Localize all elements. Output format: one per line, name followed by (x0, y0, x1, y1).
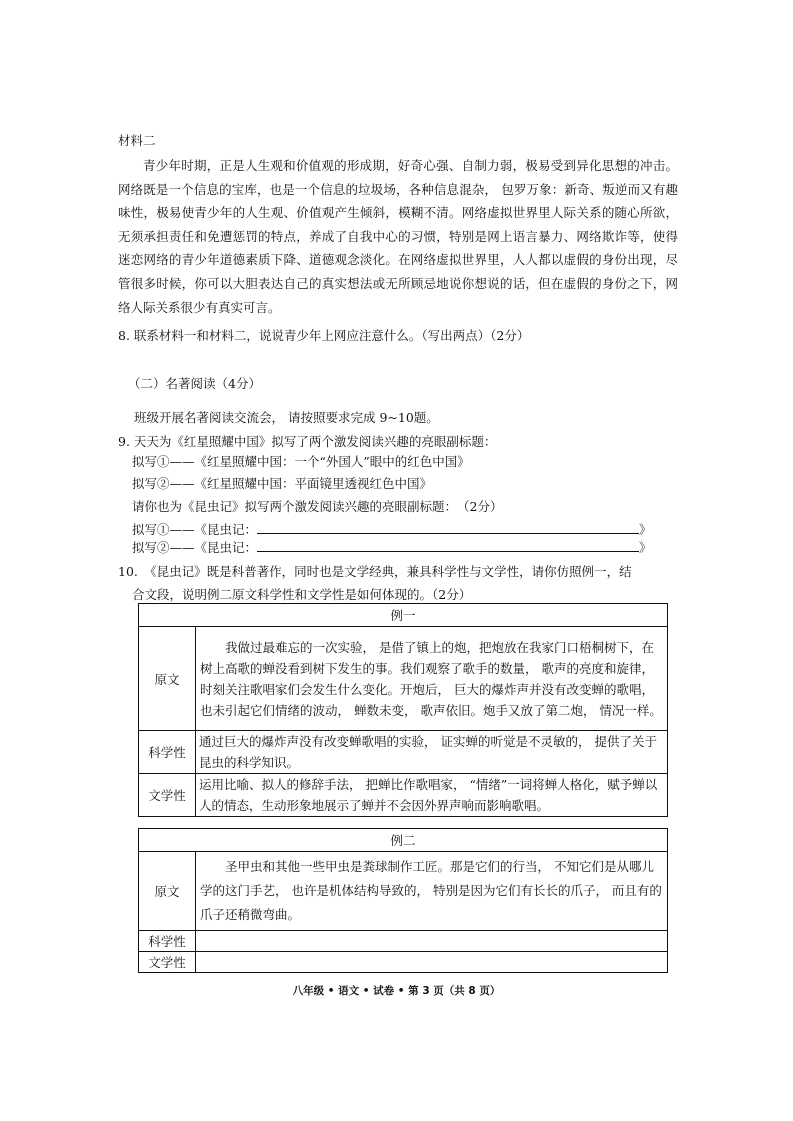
example-1-original-text: 我做过最难忘的一次实验， 是借了镇上的炮，把炮放在我家门口梧桐树下，在树上高歌的蝉没看到树下发生的事。我们观察了歌手的数量， 歌声的亮度和旋律， 时刻关注歌唱家们会发生什么变化。开炮后， 巨大的爆炸声并没有改变蝉的歌唱， 也未引起它们情绪的波动， 蝉数未变， 歌声依旧。炮手又放了第二炮， 情况一样。 (196, 627, 668, 731)
question-9-example-2: 拟写②——《红星照耀中国：平面镜里透视红色中国》 (132, 476, 433, 491)
example-1-literary-text: 运用比喻、拟人的修辞手法， 把蝉比作歌唱家， “情绪”一词将蝉人格化，赋予蝉以人的情态，生动形象地展示了蝉并不会因外界声响而影响歌唱。 (196, 774, 668, 817)
example-2-header: 例二 (139, 829, 668, 852)
answer-line-2-suffix: 》 (639, 540, 652, 555)
answer-blank-2[interactable] (257, 539, 639, 552)
example-2-table (138, 828, 668, 973)
answer-line-1-prefix: 拟写①——《昆虫记： (132, 522, 258, 537)
example-1-original-label: 原文 (139, 627, 196, 731)
example-1-table (138, 603, 668, 817)
material2-paragraph: 青少年时期，正是人生观和价值观的形成期，好奇心强、自制力弱，极易受到异化思想的冲击。网络既是一个信息的宝库，也是一个信息的垃圾场，各种信息混杂， 包罗万象：新奇、叛逆而又有趣味性，极易使青少年的人生观、价值观产生倾斜，模糊不清。网络虚拟世界里人际关系的随心所欲，无须承担责任和免遭惩罚的特点，养成了自我中心的习惯，特别是网上语言暴力、网络欺诈等，使得迷恋网络的青少年道德素质下降、道德观念淡化。在网络虚拟世界里，人人都以虚假的身份出现，尽管很多时候，你可以大胆表达自己的真实想法或无所顾忌地说你想说的话，但在虚假的身份之下，网络人际关系很少有真实可言。 (118, 158, 678, 315)
answer-line-1[interactable] (132, 521, 652, 538)
example-1-literary-label: 文学性 (139, 774, 196, 817)
example-2-science-answer[interactable] (196, 931, 668, 952)
example-1-science-label: 科学性 (139, 731, 196, 774)
question-9-example-1: 拟写①——《红星照耀中国：一个“外国人”眼中的红色中国》 (132, 454, 470, 469)
material2-title: 材料二 (118, 133, 156, 148)
example-1-header: 例一 (139, 604, 668, 627)
example-2-literary-answer[interactable] (196, 952, 668, 973)
question-10-stem-line-1: 10. 《昆虫记》既是科普著作，同时也是文学经典，兼具科学性与文学性，请你仿照例一，结 (118, 564, 632, 579)
answer-line-2[interactable] (132, 539, 652, 556)
answer-line-2-prefix: 拟写②——《昆虫记： (132, 540, 258, 555)
answer-blank-1[interactable] (257, 521, 639, 534)
question-8: 8. 联系材料一和材料二，说说青少年上网应注意什么。（写出两点）（2分） (118, 328, 530, 343)
section-2-title: （二）名著阅读（4分） (128, 376, 261, 391)
example-2-original-label: 原文 (139, 852, 196, 931)
answer-line-1-suffix: 》 (639, 522, 652, 537)
example-2-literary-label: 文学性 (139, 952, 196, 973)
example-2-science-label: 科学性 (139, 931, 196, 952)
question-10-stem-line-2: 合文段，说明例二原文科学性和文学性是如何体现的。（2分） (132, 587, 472, 602)
page-footer: 八年级 • 语文 • 试卷 • 第 3 页（共 8 页） (292, 985, 501, 997)
question-9-prompt: 请你也为《昆虫记》拟写两个激发阅读兴趣的亮眼副标题： （2分） (132, 499, 503, 514)
example-1-science-text: 通过巨大的爆炸声没有改变蝉歌唱的实验， 证实蝉的听觉是不灵敏的， 提供了关于昆虫的科学知识。 (196, 731, 668, 774)
question-9-stem: 9. 天天为《红星照耀中国》拟写了两个激发阅读兴趣的亮眼副标题： (118, 434, 497, 449)
section-2-intro: 班级开展名著阅读交流会， 请按照要求完成 9~10题。 (134, 410, 439, 425)
example-2-original-text: 圣甲虫和其他一些甲虫是粪球制作工匠。那是它们的行当， 不知它们是从哪儿学的这门手艺， 也许是机体结构导致的， 特别是因为它们有长长的爪子， 而且有的爪子还稍微弯曲。 (196, 852, 668, 931)
